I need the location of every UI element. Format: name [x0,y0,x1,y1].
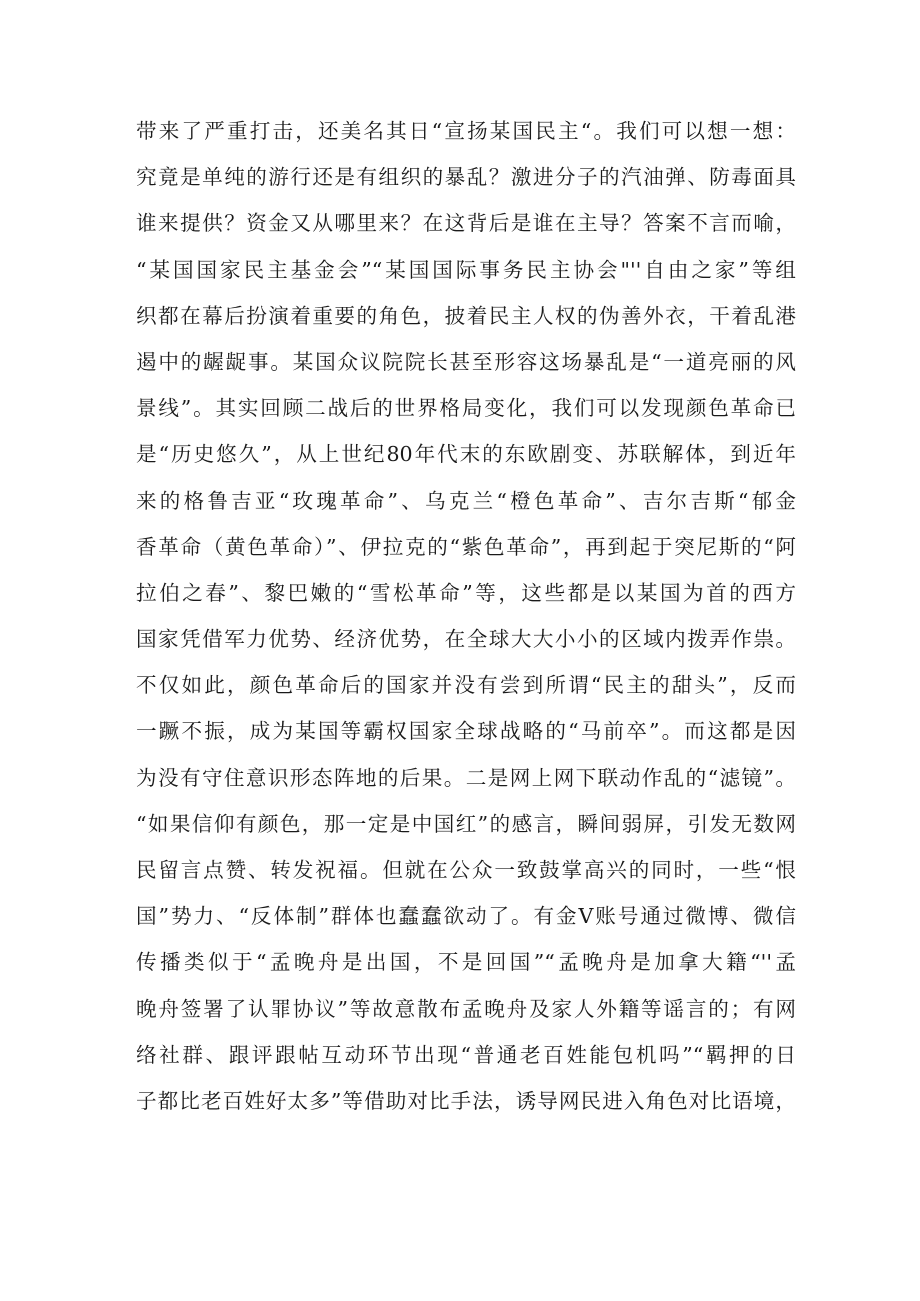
text-line: 传播类似于“孟晚舟是出国，不是回国”“孟晚舟是加拿大籍“''孟 [136,950,796,975]
text-line: 来的格鲁吉亚“玫瑰革命”、乌克兰“橙色革命”、吉尔吉斯“郁金 [136,488,796,513]
text-line: 香革命（黄色革命）”、伊拉克的“紫色革命”，再到起于突尼斯的“阿 [136,534,796,559]
text-line: 不仅如此，颜色革命后的国家并没有尝到所谓“民主的甜头”，反而 [136,673,796,698]
text-line: “某国国家民主基金会”“某国国际事务民主协会"''自由之家”等组 [136,257,796,282]
body-text [136,108,796,1124]
text-line: 络社群、跟评跟帖互动环节出现“普通老百姓能包机吗”“羁押的日 [136,1042,796,1067]
text-line: 织都在幕后扮演着重要的角色，披着民主人权的伪善外衣，干着乱港 [136,303,796,328]
text-line: 谁来提供？资金又从哪里来？在这背后是谁在主导？答案不言而喻， [136,211,796,236]
text-line: 带来了严重打击，还美名其日“宣扬某国民主“。我们可以想一想： [136,119,796,143]
text-line: 遏中的龌龊事。某国众议院院长甚至形容这场暴乱是“一道亮丽的风 [136,349,796,374]
text-line: 国”势力、“反体制”群体也蠢蠢欲动了。有金V账号通过微博、微信 [136,904,796,929]
text-line: 一蹶不振，成为某国等霸权国家全球战略的“马前卒”。而这都是因 [136,719,796,744]
text-line: 民留言点赞、转发祝福。但就在公众一致鼓掌高兴的同时，一些“恨 [136,858,796,882]
text-line: 晚舟签署了认罪协议”等故意散布孟晚舟及家人外籍等谣言的；有网 [136,996,796,1021]
text-line: 为没有守住意识形态阵地的后果。二是网上网下联动作乱的“滤镜”。 [136,765,796,790]
text-line: 拉伯之春”、黎巴嫩的“雪松革命”等，这些都是以某国为首的西方 [136,580,796,605]
text-line: 是“历史悠久”，从上世纪80年代末的东欧剧变、苏联解体，到近年 [136,442,796,467]
text-line: 子都比老百姓好太多”等借助对比手法，诱导网民进入角色对比语境， [136,1088,796,1113]
text-line: “如果信仰有颜色，那一定是中国红”的感言，瞬间弱屏，引发无数网 [136,811,796,836]
text-line: 国家凭借军力优势、经济优势，在全球大大小小的区域内拨弄作祟。 [136,627,796,652]
text-line: 究竟是单纯的游行还是有组织的暴乱？激进分子的汽油弹、防毒面具 [136,165,796,190]
text-line: 景线”。其实回顾二战后的世界格局变化，我们可以发现颜色革命已 [136,396,796,421]
